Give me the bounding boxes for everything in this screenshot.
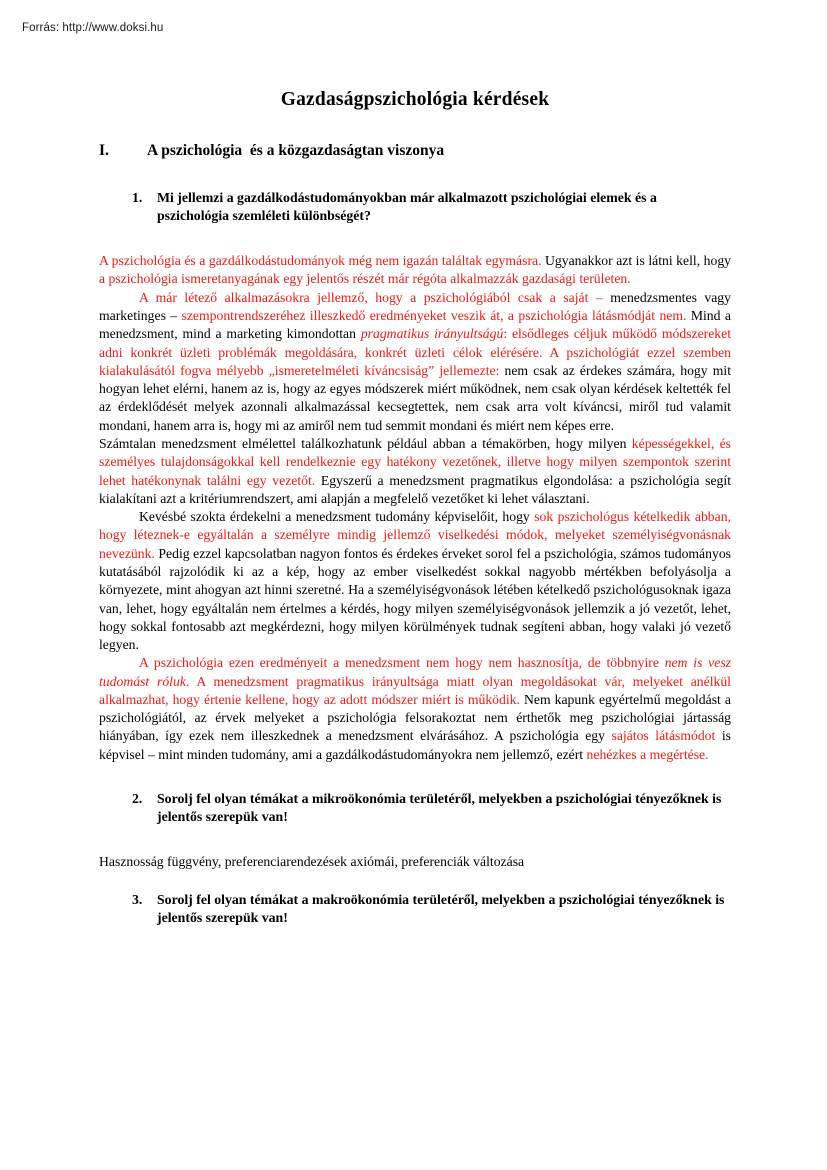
answer-5-run-2-italic: nem is vesz tudomást róluk <box>99 655 731 689</box>
answer-2-run-7: nem csak az érdekes számára, hogy mit hogyan lehet elérni, hanem az is, hogy az egyes módszerek miért működnek, nem csak olyan kérdések keltették fel az érdeklődését melyek azonnali alkalmazással kecsegtettek, nem csak arra volt kíváncsi, miről tud valamit mondani, hanem arra is, hogy mi az amiről nem tud semmit mondani és miért nem képes erre. <box>99 362 731 433</box>
answer-2-run-5-italic: pragmatikus irányultságú <box>360 326 504 342</box>
document-content <box>99 88 731 943</box>
answer-5-run-4: Nem kapunk egyértelmű megoldást a pszichológiától, az érvek melyeket a pszichológia felsorakoztat nem érthetők meg pszichológiai jártasság hiányában, így ezek nem illeszkednek a menedzsment elvárásához. A pszichológia egy <box>99 691 731 744</box>
section-numeral: I. <box>99 142 109 160</box>
answer-2-run-3: szempontrendszeréhez illeszkedő eredményeket veszik át, a pszichológia látásmódját nem. <box>181 308 687 324</box>
question-number: 2. <box>132 791 143 807</box>
answer-paragraph-5 <box>99 654 731 764</box>
question-item-2 <box>99 790 731 826</box>
answer-3-run-3: Egyszerű a menedzsment pragmatikus elgondolása: a pszichológia segít kialakítani azt a kritériumrendszert, ami alapján a megfelelő vezetőket ki lehet választani. <box>99 472 731 506</box>
question-text: Sorolj fel olyan témákat a makroökonómia területéről, melyekben a pszichológiai tényezőknek is jelentős szerepük van! <box>157 891 725 925</box>
spacer <box>99 241 731 252</box>
answer-1-run-1: A pszichológia és a gazdálkodástudományok még nem igazán találtak egymásra. <box>99 253 542 269</box>
answer-4-run-2: sok pszichológus kételkedik abban, hogy léteznek-e egyáltalán a személyre mindig jellemző viselkedési módok, melyeket személyiségvonásnak nevezünk. <box>99 509 731 561</box>
question-item-1 <box>99 189 731 225</box>
question-text: Mi jellemzi a gazdálkodástudományokban már alkalmazott pszichológiai elemek és a pszichológia szemléleti különbségét? <box>157 189 657 223</box>
answer-4-run-1: Kevésbé szokta érdekelni a menedzsment tudomány képviselőit, hogy <box>139 509 535 525</box>
page-title: Gazdaságpszichológia kérdések <box>280 89 550 110</box>
answer-2-run-6: : elsődleges céljuk működő módszereket adni konkrét üzleti problémák megoldására, konkrét üzleti célok elérésére. A pszichológiát ezzel szemben kialakulásától fogva mélyebb „ismeretelméleti kíváncsiság” jellemezte: <box>99 326 732 378</box>
answer-2-run-2: menedzsmentes vagy marketinges – <box>99 289 731 324</box>
answer-5-run-7: nehézkes a megértése. <box>586 746 709 762</box>
answer-3-run-2: képességekkel, és személyes tulajdonságokkal kell rendelkeznie egy hatékony vezetőnek, illetve hogy milyen szempontok szerint lehet hatékonynak találni egy vezetőt. <box>99 435 732 488</box>
answer-paragraph-q2: Hasznosság függvény, preferenciarendezések axiómái, preferenciák változása <box>99 854 525 870</box>
question-text: Sorolj fel olyan témákat a mikroökonómia területéről, melyekben a pszichológiai tényezőknek is jelentős szerepük van! <box>157 791 722 825</box>
answer-3-run-1: Számtalan menedzsment elmélettel találkozhatunk például abban a témakörben, hogy milyen <box>99 435 632 451</box>
answer-paragraph-4 <box>99 508 731 654</box>
question-number: 1. <box>132 189 143 205</box>
answer-1-run-3: a pszichológia ismeretanyagának egy jelentős részét már régóta alkalmazzák gazdasági területen. <box>99 271 631 287</box>
question-number: 3. <box>132 891 143 907</box>
answer-5-run-1: A pszichológia ezen eredményeit a menedzsment nem hogy nem hasznosítja, de többnyire <box>139 655 665 671</box>
answer-5-run-5: sajátos látásmódot <box>611 728 716 744</box>
section-heading-i <box>99 141 731 160</box>
answer-5-run-3: . A menedzsment pragmatikus irányultsága miatt olyan megoldásokat vár, melyeket anélkül alkalmazhat, hogy értenie kellene, hogy az adott módszer miért is működik. <box>99 673 731 707</box>
answer-paragraph-1 <box>99 252 731 289</box>
answer-2-run-1: A már létező alkalmazásokra jellemző, hogy a pszichológiából csak a saját – <box>139 289 611 305</box>
answer-4-run-3: Pedig ezzel kapcsolatban nagyon fontos és érdekes érveket sorol fel a pszichológia, számos tudományos kutatásából rajzolódik ki az a kép, hogy az ember viselkedést sokkal nagyobb mértékben befolyásolja a környezete, mint ahogyan azt hinni szeretné. Ha a személyiségvonások létében kételkedő pszichológusoknak igaza van, lehet, hogy egyáltalán nem értelmes a kérdés, hogy milyen személyiségvonások jellemzik a jó vezetőt, lehet, hogy sokkal fontosabb azt megkérdezni, hogy milyen körülmények tudnak segíteni abban, hogy valaki jó vezető legyen. <box>99 545 731 653</box>
answer-5-run-6: is képvisel – mint minden tudomány, ami a gazdálkodástudományokra nem jellemző, ezért <box>99 728 731 762</box>
question-item-3 <box>99 891 731 927</box>
spacer <box>99 872 731 891</box>
answer-1-run-2: Ugyanakkor azt is látni kell, hogy <box>541 253 732 269</box>
section-heading-label: A pszichológia és a közgazdaságtan viszonya <box>147 142 445 160</box>
spacer <box>99 842 731 853</box>
spacer <box>99 764 731 790</box>
answer-paragraph-2 <box>99 289 731 435</box>
answer-2-run-4: Mind a menedzsment, mind a marketing kimondottan <box>99 308 731 342</box>
answer-paragraph-3 <box>99 435 731 508</box>
source-watermark: Forrás: http://www.doksi.hu <box>22 22 164 34</box>
